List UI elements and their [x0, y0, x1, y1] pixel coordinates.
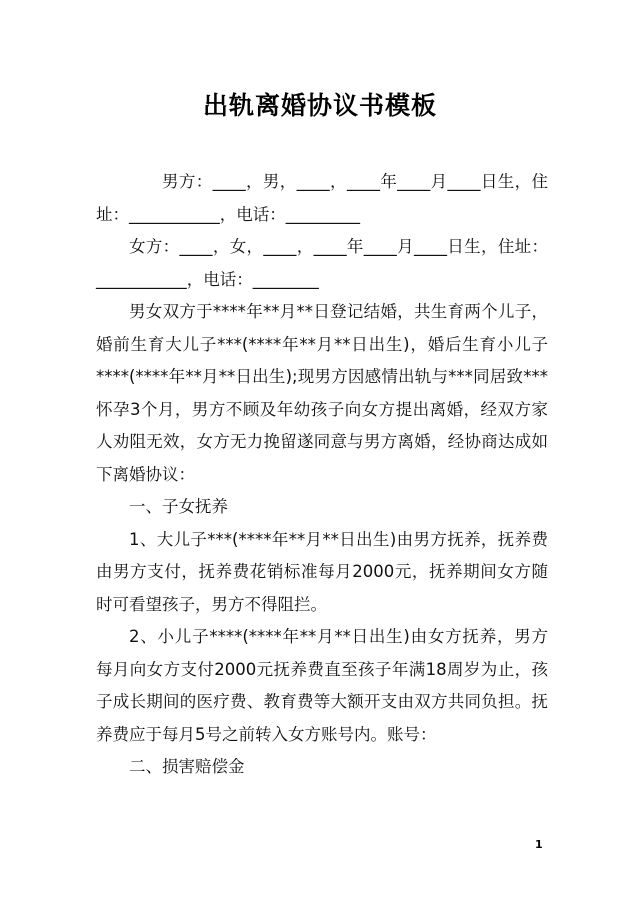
document-title: 出轨离婚协议书模板	[202, 91, 437, 120]
page-number: 1	[535, 838, 543, 851]
male-party-paragraph: 男方：____，男，____，____年____月____日生，住址：___________，电话：_________	[96, 172, 548, 224]
female-party-paragraph: 女方：____，女，____，____年____月____日生，住址：___________，电话：________	[96, 237, 548, 289]
clause-younger-son: 2、小儿子****(****年**月**日出生)由女方抚养，男方每月向女方支付2000元抚养费直至孩子年满18周岁为止，孩子成长期间的医疗费、教育费等大额开支由双方共同负担。抚养费应于每月5号之前转入女方账号内。账号：	[96, 627, 548, 744]
document-body	[96, 166, 548, 784]
section-heading-damages: 二、损害赔偿金	[129, 757, 245, 776]
clause-elder-son: 1、大儿子***(****年**月**日出生)由男方抚养，抚养费由男方支付，抚养费花销标准每月2000元，抚养期间女方随时可看望孩子，男方不得阻拦。	[96, 529, 548, 614]
section-heading-child-custody: 一、子女抚养	[129, 497, 228, 516]
preamble-paragraph: 男女双方于****年**月**日登记结婚，共生育两个儿子，婚前生育大儿子***(****年**月**日出生)，婚后生育小儿子****(****年**月**日出生);现男方因感情出轨与***同居致***怀孕3个月，男方不顾及年幼孩子向女方提出离婚，经双方家人劝阻无效，女方无力挽留遂同意与男方离婚，经协商达成如下离婚协议：	[96, 302, 548, 484]
